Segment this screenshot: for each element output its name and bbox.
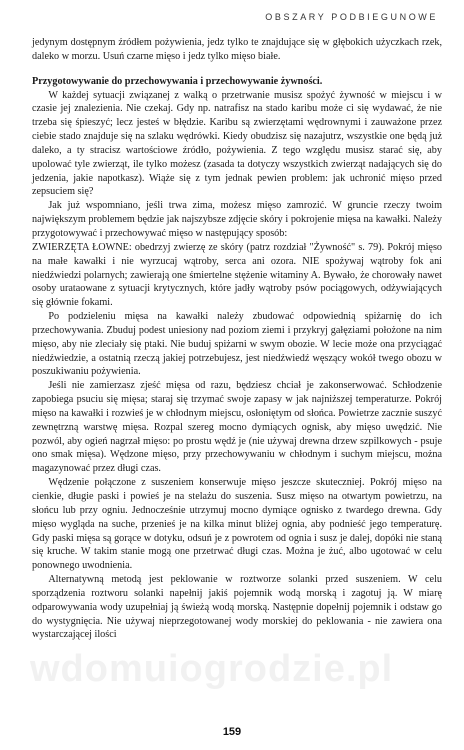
page-body xyxy=(32,36,442,642)
page-number: 159 xyxy=(222,726,242,738)
running-header: OBSZARY PODBIEGUNOWE xyxy=(265,12,438,22)
paragraph-7: Alternatywną metodą jest peklowanie w roztworze solanki przed suszeniem. W celu sporządzenia roztworu solanki napełnij jakiś pojemnik wodą morską i zagotuj ją. W miarę odparowywania wody uzupełniaj ją świeżą wodą morską. Następnie dopełnij pojemnik i odstaw go do wystygnięcia. Nie używaj nieprzegotowanej wody morskiej do peklowania - nie zawiera ona wystarczającej ilości xyxy=(32,574,442,641)
paragraph-4: Po podzieleniu mięsa na kawałki należy zbudować odpowiednią spiżarnię do ich przechowywania. Zbuduj podest uniesiony nad poziom ziemi i przykryj gałęziami położone na nim mięso, aby nie zleciały się ptaki. Nie buduj spiżarni w swym obozie. W lecie może ona przyciągać niedźwiedzie, a ostatnią rzeczą jakiej potrzebujesz, jest niedźwiedź węszący wokół twego obozu w poszukiwaniu pożywienia. xyxy=(32,311,442,378)
paragraph-2: Jak już wspomniano, jeśli trwa zima, możesz mięso zamrozić. W gruncie rzeczy twoim największym problemem będzie jak najszybsze zdjęcie skóry i pokrojenie mięsa na kawałki. Należy przygotowywać i przechowywać mięso w następujący sposób: xyxy=(32,200,442,239)
watermark: wdomuiogrodzie.pl xyxy=(30,648,394,690)
paragraph-1: W każdej sytuacji związanej z walką o przetrwanie musisz spożyć żywność w miejscu i w czasie jej znalezienia. Nie czekaj. Gdy np. natrafisz na stado karibu może ci się wydawać, że nie trzeba się śpieszyć; lecz jesteś w błędzie. Karibu są zwierzętami wędrownymi i zauważone przez ciebie stado znajduje się na szlaku wędrówki. Kiedy obudzisz się nazajutrz, wszystkie one będą już daleko, a ty stracisz wartościowe źródło, pożywienia. Z tego względu musisz starać się, aby upolować tyle zwierząt, ile tylko możesz (zasada ta dotyczy wszystkich zwierząt nadających się do jedzenia, jakie napotkasz). Wiąże się z tym jednak pewien problem: jak uchronić mięso przed zepsuciem się? xyxy=(32,89,442,198)
paragraph-3: ZWIERZĘTA ŁOWNE: obedrzyj zwierzę ze skóry (patrz rozdział "Żywność" s. 79). Pokrój mięso na małe kawałki i nie wyrzucaj wątroby, serca ani ozora. NIE spożywaj wątroby fok ani niedźwiedzi polarnych; zawierają one śmiertelne stężenie witaminy A. Bywało, że chorowały nawet osoby urataowane z sytuacji krytycznych, które jadły wątroby psów pociągowych, odżywiających się głównie fokami. xyxy=(32,241,442,309)
section-heading: Przygotowywanie do przechowywania i przechowywanie żywności. xyxy=(32,75,323,87)
paragraph-6: Wędzenie połączone z suszeniem konserwuje mięso jeszcze skuteczniej. Pokrój mięso na cienkie, długie paski i powieś je na stelażu do suszenia. Susz mięso na otwartym powietrzu, na słońcu lub przy ogniu. Jednocześnie utrzymuj mocno dymiące ognisko z twardego drewna. Gdy mięso wygląda na suche, przenieś je na kilka minut bliżej ognia, aby podnieść jego temperaturę. Gdy paski mięsa są gorące w dotyku, odsuń je z powrotem od ognia i susz je dalej, dopóki nie staną się kruche. W takim stanie mogą one przetrwać długi czas. Można je żuć, albo ugotować w celu ponownego uwodnienia. xyxy=(32,477,442,572)
paragraph-5: Jeśli nie zamierzasz zjeść mięsa od razu, będziesz chciał je zakonserwować. Schłodzenie zapobiega psuciu się mięsa; staraj się trzymać swoje zapasy w jak najniższej temperaturze. Pokrój mięso na kawałki i rozwieś je w chłodnym miejscu, osłoniętym od słońca. Powietrze zacznie suszyć zewnętrzną warstwę mięsa. Rozpal szereg mocno dymiących ognisk, aby mięso uwędzić. Nie pozwól, aby ogień nagrzał mięso: po prostu wędź je (nie używaj drewna drzew szpilkowych - psuje ono smak mięsa). Wędzone mięso, przy przechowywaniu w chłodnym i suchym miejscu, można magazynować przez długi czas. xyxy=(32,380,442,475)
intro-paragraph: jedynym dostępnym źródłem pożywienia, jedz tylko te znajdujące się w głębokich użyczkach rzek, daleko w morzu. Usuń czarne mięso i jedz tylko mięso białe. xyxy=(32,37,442,62)
